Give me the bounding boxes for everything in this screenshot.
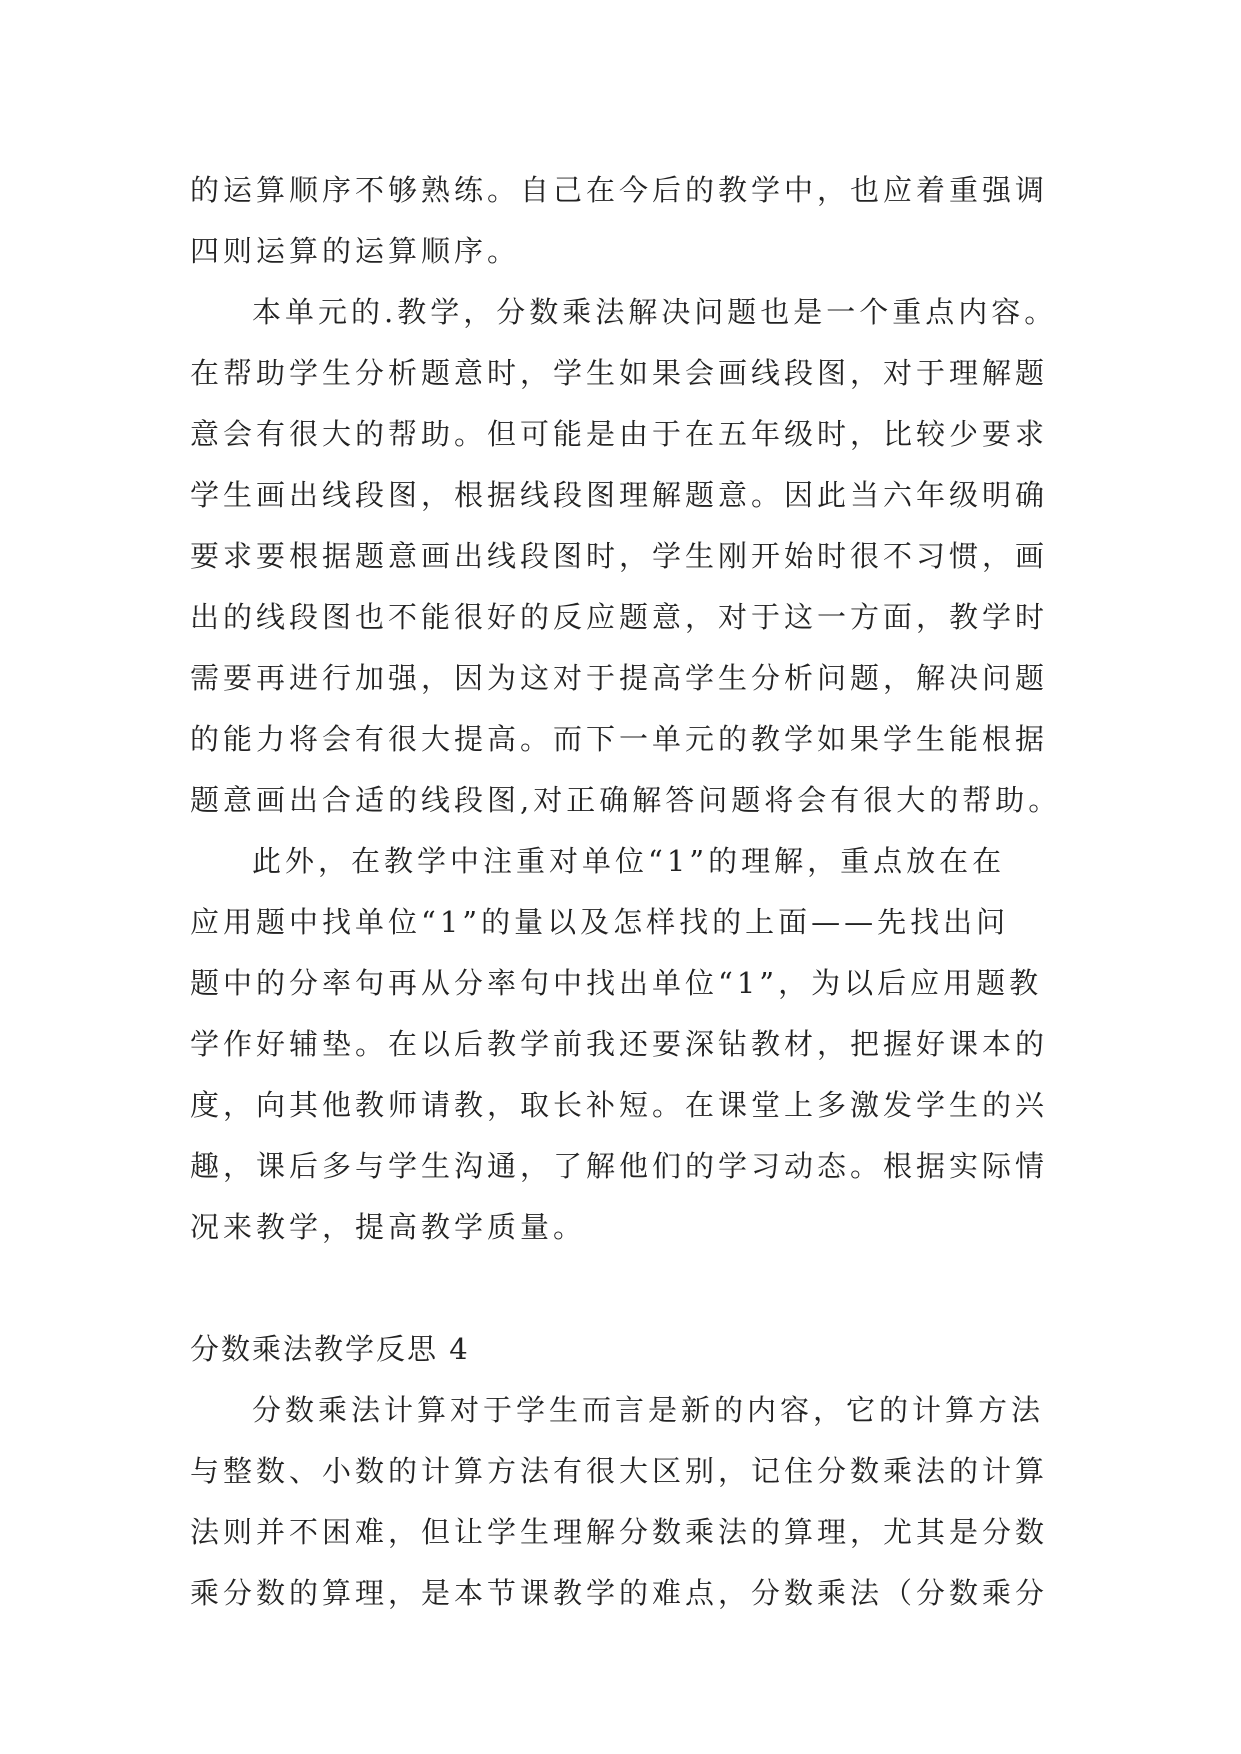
paragraph-3 bbox=[190, 831, 1050, 1258]
text-line: 此外，在教学中注重对单位“1”的理解，重点放在在 bbox=[252, 844, 1006, 878]
document-page bbox=[190, 160, 1062, 1624]
text-line: 的能力将会有很大提高。而下一单元的教学如果学生能根据 bbox=[190, 722, 1049, 756]
text-line: 乘分数的算理，是本节课教学的难点，分数乘法（分数乘分 bbox=[190, 1576, 1049, 1610]
text-line: 需要再进行加强，因为这对于提高学生分析问题，解决问题 bbox=[190, 661, 1049, 695]
text-line: 题中的分率句再从分率句中找出单位“1”，为以后应用题教 bbox=[190, 966, 1043, 1000]
text-line: 分数乘法计算对于学生而言是新的内容，它的计算方法 bbox=[252, 1393, 1045, 1427]
text-line: 与整数、小数的计算方法有很大区别，记住分数乘法的计算 bbox=[190, 1454, 1049, 1488]
paragraph-4 bbox=[190, 1380, 1050, 1624]
paragraph-1 bbox=[190, 160, 1050, 282]
text-line: 应用题中找单位“1”的量以及怎样找的上面——先找出问 bbox=[190, 905, 1010, 939]
text-line: 趣，课后多与学生沟通，了解他们的学习动态。根据实际情 bbox=[190, 1149, 1049, 1183]
text-line: 度，向其他教师请教，取长补短。在课堂上多激发学生的兴 bbox=[190, 1088, 1049, 1122]
text-line: 学生画出线段图，根据线段图理解题意。因此当六年级明确 bbox=[190, 478, 1049, 512]
text-line: 题意画出合适的线段图,对正确解答问题将会有很大的帮助。 bbox=[190, 783, 1062, 817]
text-line: 出的线段图也不能很好的反应题意，对于这一方面，教学时 bbox=[190, 600, 1049, 634]
text-line: 的运算顺序不够熟练。自己在今后的教学中，也应着重强调 bbox=[190, 173, 1049, 207]
section-heading: 分数乘法教学反思 4 bbox=[190, 1332, 470, 1366]
text-line: 况来教学，提高教学质量。 bbox=[190, 1210, 587, 1244]
text-line: 法则并不困难，但让学生理解分数乘法的算理，尤其是分数 bbox=[190, 1515, 1049, 1549]
text-line: 在帮助学生分析题意时，学生如果会画线段图，对于理解题 bbox=[190, 356, 1049, 390]
paragraph-2 bbox=[190, 282, 1062, 831]
blank-line bbox=[190, 1258, 1050, 1319]
text-line: 要求要根据题意画出线段图时，学生刚开始时很不习惯，画 bbox=[190, 539, 1049, 573]
text-line: 意会有很大的帮助。但可能是由于在五年级时，比较少要求 bbox=[190, 417, 1049, 451]
text-line: 本单元的.教学，分数乘法解决问题也是一个重点内容。 bbox=[252, 295, 1058, 329]
text-line: 学作好辅垫。在以后教学前我还要深钻教材，把握好课本的 bbox=[190, 1027, 1049, 1061]
text-line: 四则运算的运算顺序。 bbox=[190, 234, 521, 268]
